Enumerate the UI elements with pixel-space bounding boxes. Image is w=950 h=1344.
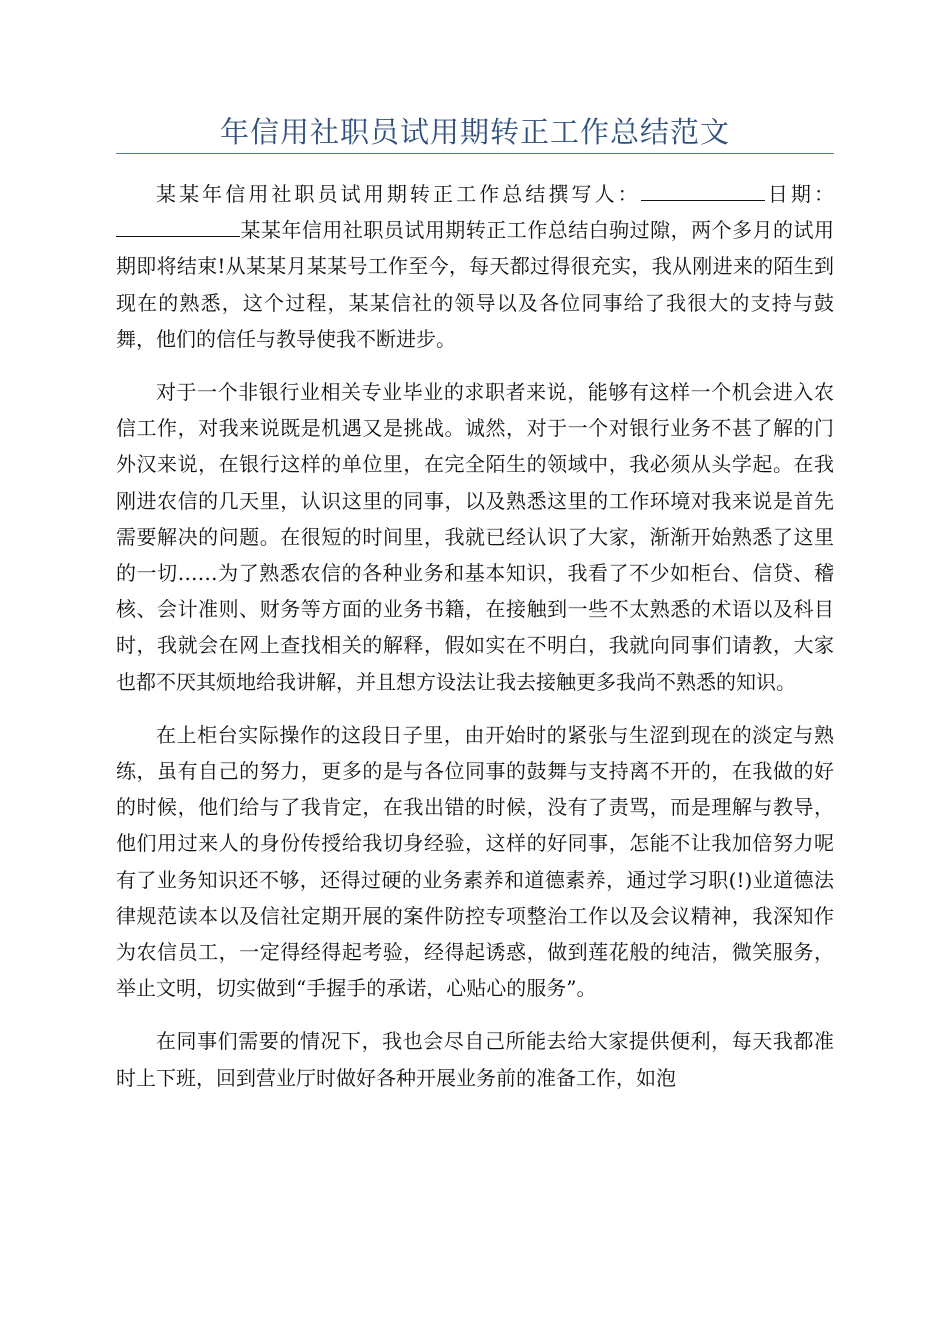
document-body: [116, 176, 834, 1113]
intro-rest: 某某年信用社职员试用期转正工作总结白驹过隙，两个多月的试用期即将结束!从某某月某某号工作至今，每天都过得很充实，我从刚进来的陌生到现在的熟悉，这个过程，某某信社的领导以及各位同事给了我很大的支持与鼓舞，他们的信任与教导使我不断进步。: [116, 218, 834, 351]
body-paragraph: 在同事们需要的情况下，我也会尽自己所能去给大家提供便利，每天我都准时上下班，回到营业厅时做好各种开展业务前的准备工作，如泡: [116, 1029, 834, 1090]
intro-prefix: 某某年信用社职员试用期转正工作总结撰写人：: [156, 182, 641, 206]
author-blank: [641, 178, 765, 201]
date-label: 日期：: [764, 182, 835, 206]
body-paragraph: 在上柜台实际操作的这段日子里，由开始时的紧张与生涩到现在的淡定与熟练，虽有自己的努力，更多的是与各位同事的鼓舞与支持离不开的，在我做的好的时候，他们给与了我肯定，在我出错的时候，没有了责骂，而是理解与教导，他们用过来人的身份传授给我切身经验，这样的好同事，怎能不让我加倍努力呢有了业务知识还不够，还得过硬的业务素养和道德素养，通过学习职(!)业道德法律规范读本以及信社定期开展的案件防控专项整治工作以及会议精神，我深知作为农信员工，一定得经得起考验，经得起诱惑，做到莲花般的纯洁，微笑服务，举止文明，切实做到“手握手的承诺，心贴心的服务”。: [116, 722, 834, 1001]
title-underline: [116, 153, 834, 154]
body-paragraph: 对于一个非银行业相关专业毕业的求职者来说，能够有这样一个机会进入农信工作，对我来说既是机遇又是挑战。诚然，对于一个对银行业务不甚了解的门外汉来说，在银行这样的单位里，在完全陌生的领域中，我必须从头学起。在我刚进农信的几天里，认识这里的同事，以及熟悉这里的工作环境对我来说是首先需要解决的问题。在很短的时间里，我就已经认识了大家，渐渐开始熟悉了这里的一切……为了熟悉农信的各种业务和基本知识，我看了不少如柜台、信贷、稽核、会计准则、财务等方面的业务书籍，在接触到一些不太熟悉的术语以及科目时，我就会在网上查找相关的解释，假如实在不明白，我就向同事们请教，大家也都不厌其烦地给我讲解，并且想方设法让我去接触更多我尚不熟悉的知识。: [116, 380, 834, 694]
document-title: 年信用社职员试用期转正工作总结范文: [219, 115, 730, 149]
intro-paragraph: [116, 176, 834, 357]
date-blank: [116, 214, 240, 237]
